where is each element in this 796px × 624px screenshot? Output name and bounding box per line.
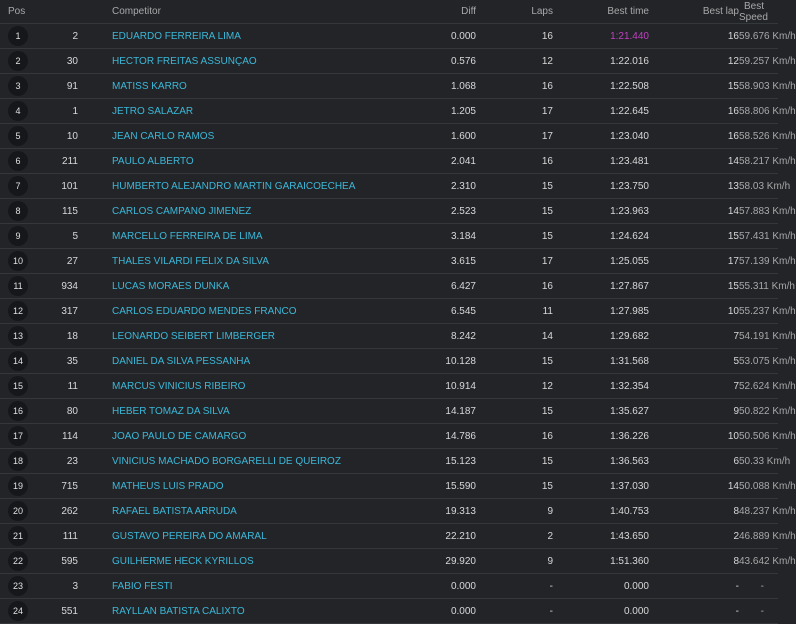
table-row[interactable] xyxy=(0,274,778,299)
car-number: 11 xyxy=(54,374,78,399)
best-speed-value: 50.822 Km/h xyxy=(739,399,778,424)
best-speed-value: 46.889 Km/h xyxy=(739,524,778,549)
competitor-name[interactable]: HUMBERTO ALEJANDRO MARTIN GARAICOECHEA xyxy=(78,174,378,199)
laps-value: 12 xyxy=(476,374,553,399)
position-badge: 17 xyxy=(8,426,28,446)
laps-value: 16 xyxy=(476,149,553,174)
competitor-name[interactable]: HECTOR FREITAS ASSUNÇAO xyxy=(78,49,378,74)
position-badge: 5 xyxy=(8,126,28,146)
table-row[interactable] xyxy=(0,199,778,224)
best-time-value: 1:40.753 xyxy=(553,499,649,524)
best-lap-value: - xyxy=(649,574,739,599)
header-best-time[interactable]: Best time xyxy=(553,0,649,24)
table-row[interactable] xyxy=(0,324,778,349)
best-time-value: 1:23.040 xyxy=(553,124,649,149)
competitor-name[interactable]: FABIO FESTI xyxy=(78,574,378,599)
position-badge: 16 xyxy=(8,401,28,421)
position-cell xyxy=(0,574,54,599)
position-cell xyxy=(0,449,54,474)
best-speed-value: 50.33 Km/h xyxy=(739,449,778,474)
diff-value: 6.545 xyxy=(378,299,476,324)
competitor-name[interactable]: MATHEUS LUIS PRADO xyxy=(78,474,378,499)
diff-value: 10.914 xyxy=(378,374,476,399)
diff-value: 29.920 xyxy=(378,549,476,574)
best-speed-value: 58.03 Km/h xyxy=(739,174,778,199)
car-number: 111 xyxy=(54,524,78,549)
laps-value: 15 xyxy=(476,349,553,374)
competitor-name[interactable]: MARCELLO FERREIRA DE LIMA xyxy=(78,224,378,249)
best-time-value: 1:32.354 xyxy=(553,374,649,399)
best-lap-value: 15 xyxy=(649,274,739,299)
table-row[interactable] xyxy=(0,549,778,574)
laps-value: 16 xyxy=(476,74,553,99)
position-cell xyxy=(0,599,54,624)
diff-value: 1.205 xyxy=(378,99,476,124)
header-best-speed[interactable]: Best Speed xyxy=(739,0,778,24)
best-lap-value: 13 xyxy=(649,174,739,199)
diff-value: 0.000 xyxy=(378,599,476,624)
best-lap-value: 5 xyxy=(649,349,739,374)
competitor-name[interactable]: JOAO PAULO DE CAMARGO xyxy=(78,424,378,449)
laps-value: 15 xyxy=(476,199,553,224)
table-row[interactable] xyxy=(0,74,778,99)
car-number: 5 xyxy=(54,224,78,249)
competitor-name[interactable]: MATISS KARRO xyxy=(78,74,378,99)
best-speed-value: 59.257 Km/h xyxy=(739,49,778,74)
competitor-name[interactable]: LUCAS MORAES DUNKA xyxy=(78,274,378,299)
best-speed-value: 50.088 Km/h xyxy=(739,474,778,499)
car-number: 595 xyxy=(54,549,78,574)
car-number: 1 xyxy=(54,99,78,124)
diff-value: 6.427 xyxy=(378,274,476,299)
position-badge: 6 xyxy=(8,151,28,171)
best-speed-value: 53.075 Km/h xyxy=(739,349,778,374)
best-lap-value: 10 xyxy=(649,424,739,449)
position-cell xyxy=(0,199,54,224)
car-number: 2 xyxy=(54,24,78,49)
position-badge: 7 xyxy=(8,176,28,196)
results-body xyxy=(0,24,796,624)
header-pos[interactable]: Pos xyxy=(0,0,54,24)
laps-value: 17 xyxy=(476,99,553,124)
diff-value: 10.128 xyxy=(378,349,476,374)
best-lap-value: 15 xyxy=(649,224,739,249)
car-number: 101 xyxy=(54,174,78,199)
best-speed-value: 59.676 Km/h xyxy=(739,24,778,49)
laps-value: 16 xyxy=(476,24,553,49)
table-row[interactable] xyxy=(0,99,778,124)
competitor-name[interactable]: PAULO ALBERTO xyxy=(78,149,378,174)
car-number: 30 xyxy=(54,49,78,74)
position-badge: 15 xyxy=(8,376,28,396)
car-number: 934 xyxy=(54,274,78,299)
position-cell xyxy=(0,99,54,124)
best-lap-value: 16 xyxy=(649,124,739,149)
best-time-value: 1:21.440 xyxy=(553,24,649,49)
laps-value: 14 xyxy=(476,324,553,349)
position-cell xyxy=(0,374,54,399)
car-number: 27 xyxy=(54,249,78,274)
diff-value: 0.000 xyxy=(378,24,476,49)
table-row[interactable] xyxy=(0,424,778,449)
competitor-name[interactable]: MARCUS VINICIUS RIBEIRO xyxy=(78,374,378,399)
position-cell xyxy=(0,74,54,99)
position-badge: 18 xyxy=(8,451,28,471)
best-time-value: 1:36.226 xyxy=(553,424,649,449)
position-cell xyxy=(0,49,54,74)
best-lap-value: 14 xyxy=(649,474,739,499)
best-speed-value: 57.139 Km/h xyxy=(739,249,778,274)
position-badge: 21 xyxy=(8,526,28,546)
diff-value: 1.600 xyxy=(378,124,476,149)
best-speed-value: - xyxy=(739,599,778,624)
diff-value: 8.242 xyxy=(378,324,476,349)
position-badge: 1 xyxy=(8,26,28,46)
competitor-name[interactable]: GUILHERME HECK KYRILLOS xyxy=(78,549,378,574)
best-time-value: 1:27.867 xyxy=(553,274,649,299)
table-row[interactable] xyxy=(0,399,778,424)
best-lap-value: 7 xyxy=(649,374,739,399)
laps-value: 11 xyxy=(476,299,553,324)
competitor-name[interactable]: THALES VILARDI FELIX DA SILVA xyxy=(78,249,378,274)
best-time-value: 1:23.481 xyxy=(553,149,649,174)
position-cell xyxy=(0,274,54,299)
competitor-name[interactable]: JEAN CARLO RAMOS xyxy=(78,124,378,149)
best-lap-value: 12 xyxy=(649,49,739,74)
position-cell xyxy=(0,524,54,549)
best-time-value: 1:51.360 xyxy=(553,549,649,574)
best-time-value: 1:22.016 xyxy=(553,49,649,74)
diff-value: 3.184 xyxy=(378,224,476,249)
position-cell xyxy=(0,324,54,349)
diff-value: 3.615 xyxy=(378,249,476,274)
table-row[interactable] xyxy=(0,149,778,174)
competitor-name[interactable]: RAFAEL BATISTA ARRUDA xyxy=(78,499,378,524)
table-header-row xyxy=(0,0,778,24)
best-speed-value: 48.237 Km/h xyxy=(739,499,778,524)
position-cell xyxy=(0,474,54,499)
competitor-name[interactable]: LEONARDO SEIBERT LIMBERGER xyxy=(78,324,378,349)
position-badge: 24 xyxy=(8,601,28,621)
laps-value: - xyxy=(476,599,553,624)
best-time-value: 1:25.055 xyxy=(553,249,649,274)
position-cell xyxy=(0,174,54,199)
diff-value: 14.786 xyxy=(378,424,476,449)
position-badge: 14 xyxy=(8,351,28,371)
best-speed-value: 43.642 Km/h xyxy=(739,549,778,574)
car-number: 35 xyxy=(54,349,78,374)
best-lap-value: 6 xyxy=(649,449,739,474)
table-row[interactable] xyxy=(0,299,778,324)
table-row[interactable] xyxy=(0,574,778,599)
best-time-value: 1:22.645 xyxy=(553,99,649,124)
position-cell xyxy=(0,299,54,324)
laps-value: 15 xyxy=(476,224,553,249)
position-badge: 20 xyxy=(8,501,28,521)
best-lap-value: 10 xyxy=(649,299,739,324)
position-cell xyxy=(0,499,54,524)
best-time-value: 0.000 xyxy=(553,574,649,599)
best-lap-value: 14 xyxy=(649,199,739,224)
competitor-name[interactable]: CARLOS EDUARDO MENDES FRANCO xyxy=(78,299,378,324)
best-time-value: 1:37.030 xyxy=(553,474,649,499)
best-time-value: 1:36.563 xyxy=(553,449,649,474)
header-diff[interactable]: Diff xyxy=(378,0,476,24)
best-speed-value: 58.217 Km/h xyxy=(739,149,778,174)
competitor-name[interactable]: GUSTAVO PEREIRA DO AMARAL xyxy=(78,524,378,549)
car-number: 91 xyxy=(54,74,78,99)
best-speed-value: 55.237 Km/h xyxy=(739,299,778,324)
competitor-name[interactable]: HEBER TOMAZ DA SILVA xyxy=(78,399,378,424)
best-lap-value: 15 xyxy=(649,74,739,99)
car-number: 115 xyxy=(54,199,78,224)
table-row[interactable] xyxy=(0,449,778,474)
position-badge: 22 xyxy=(8,551,28,571)
position-cell xyxy=(0,224,54,249)
diff-value: 0.576 xyxy=(378,49,476,74)
position-badge: 2 xyxy=(8,51,28,71)
laps-value: 15 xyxy=(476,399,553,424)
table-row[interactable] xyxy=(0,24,778,49)
best-lap-value: 8 xyxy=(649,499,739,524)
best-time-value: 1:23.963 xyxy=(553,199,649,224)
best-lap-value: 7 xyxy=(649,324,739,349)
laps-value: 15 xyxy=(476,174,553,199)
position-badge: 13 xyxy=(8,326,28,346)
competitor-name[interactable]: CARLOS CAMPANO JIMENEZ xyxy=(78,199,378,224)
best-lap-value: 17 xyxy=(649,249,739,274)
car-number: 262 xyxy=(54,499,78,524)
best-speed-value: 52.624 Km/h xyxy=(739,374,778,399)
position-cell xyxy=(0,149,54,174)
best-time-value: 1:27.985 xyxy=(553,299,649,324)
table-row[interactable] xyxy=(0,599,778,624)
laps-value: 9 xyxy=(476,549,553,574)
laps-value: 16 xyxy=(476,274,553,299)
best-speed-value: - xyxy=(739,574,778,599)
car-number: 10 xyxy=(54,124,78,149)
header-best-lap[interactable]: Best lap xyxy=(649,0,739,24)
laps-value: 17 xyxy=(476,249,553,274)
diff-value: 14.187 xyxy=(378,399,476,424)
best-lap-value: 16 xyxy=(649,99,739,124)
best-time-value: 1:23.750 xyxy=(553,174,649,199)
competitor-name[interactable]: VINICIUS MACHADO BORGARELLI DE QUEIROZ xyxy=(78,449,378,474)
laps-value: 9 xyxy=(476,499,553,524)
diff-value: 2.310 xyxy=(378,174,476,199)
best-lap-value: 2 xyxy=(649,524,739,549)
diff-value: 15.123 xyxy=(378,449,476,474)
competitor-name[interactable]: EDUARDO FERREIRA LIMA xyxy=(78,24,378,49)
position-badge: 19 xyxy=(8,476,28,496)
car-number: 3 xyxy=(54,574,78,599)
laps-value: - xyxy=(476,574,553,599)
table-row[interactable] xyxy=(0,124,778,149)
competitor-name[interactable]: RAYLLAN BATISTA CALIXTO xyxy=(78,599,378,624)
best-speed-value: 58.903 Km/h xyxy=(739,74,778,99)
laps-value: 17 xyxy=(476,124,553,149)
laps-value: 15 xyxy=(476,474,553,499)
best-time-value: 1:31.568 xyxy=(553,349,649,374)
car-number: 317 xyxy=(54,299,78,324)
best-speed-value: 58.526 Km/h xyxy=(739,124,778,149)
diff-value: 2.041 xyxy=(378,149,476,174)
best-time-value: 0.000 xyxy=(553,599,649,624)
competitor-name[interactable]: JETRO SALAZAR xyxy=(78,99,378,124)
best-lap-value: - xyxy=(649,599,739,624)
position-cell xyxy=(0,549,54,574)
header-number xyxy=(54,0,78,24)
position-cell xyxy=(0,124,54,149)
best-speed-value: 57.431 Km/h xyxy=(739,224,778,249)
laps-value: 12 xyxy=(476,49,553,74)
position-badge: 10 xyxy=(8,251,28,271)
position-badge: 9 xyxy=(8,226,28,246)
diff-value: 15.590 xyxy=(378,474,476,499)
position-cell xyxy=(0,24,54,49)
position-badge: 12 xyxy=(8,301,28,321)
diff-value: 2.523 xyxy=(378,199,476,224)
best-lap-value: 16 xyxy=(649,24,739,49)
car-number: 211 xyxy=(54,149,78,174)
laps-value: 16 xyxy=(476,424,553,449)
diff-value: 19.313 xyxy=(378,499,476,524)
table-row[interactable] xyxy=(0,249,778,274)
best-time-value: 1:43.650 xyxy=(553,524,649,549)
position-cell xyxy=(0,424,54,449)
best-speed-value: 54.191 Km/h xyxy=(739,324,778,349)
competitor-name[interactable]: DANIEL DA SILVA PESSANHA xyxy=(78,349,378,374)
best-time-value: 1:24.624 xyxy=(553,224,649,249)
best-speed-value: 58.806 Km/h xyxy=(739,99,778,124)
best-speed-value: 57.883 Km/h xyxy=(739,199,778,224)
car-number: 80 xyxy=(54,399,78,424)
car-number: 114 xyxy=(54,424,78,449)
best-time-value: 1:22.508 xyxy=(553,74,649,99)
diff-value: 0.000 xyxy=(378,574,476,599)
position-badge: 3 xyxy=(8,76,28,96)
table-row[interactable] xyxy=(0,49,778,74)
position-badge: 23 xyxy=(8,576,28,596)
best-time-value: 1:29.682 xyxy=(553,324,649,349)
car-number: 23 xyxy=(54,449,78,474)
table-row[interactable] xyxy=(0,349,778,374)
best-lap-value: 14 xyxy=(649,149,739,174)
best-lap-value: 9 xyxy=(649,399,739,424)
table-row[interactable] xyxy=(0,499,778,524)
position-cell xyxy=(0,249,54,274)
header-laps[interactable]: Laps xyxy=(476,0,553,24)
best-lap-value: 8 xyxy=(649,549,739,574)
header-competitor[interactable]: Competitor xyxy=(78,0,378,24)
laps-value: 2 xyxy=(476,524,553,549)
diff-value: 1.068 xyxy=(378,74,476,99)
position-cell xyxy=(0,349,54,374)
car-number: 18 xyxy=(54,324,78,349)
position-cell xyxy=(0,399,54,424)
car-number: 715 xyxy=(54,474,78,499)
best-speed-value: 50.506 Km/h xyxy=(739,424,778,449)
position-badge: 8 xyxy=(8,201,28,221)
position-badge: 4 xyxy=(8,101,28,121)
table-row[interactable] xyxy=(0,524,778,549)
best-time-value: 1:35.627 xyxy=(553,399,649,424)
diff-value: 22.210 xyxy=(378,524,476,549)
table-row[interactable] xyxy=(0,474,778,499)
table-row[interactable] xyxy=(0,174,778,199)
best-speed-value: 55.311 Km/h xyxy=(739,274,778,299)
table-row[interactable] xyxy=(0,224,778,249)
position-badge: 11 xyxy=(8,276,28,296)
car-number: 551 xyxy=(54,599,78,624)
laps-value: 15 xyxy=(476,449,553,474)
table-row[interactable] xyxy=(0,374,778,399)
